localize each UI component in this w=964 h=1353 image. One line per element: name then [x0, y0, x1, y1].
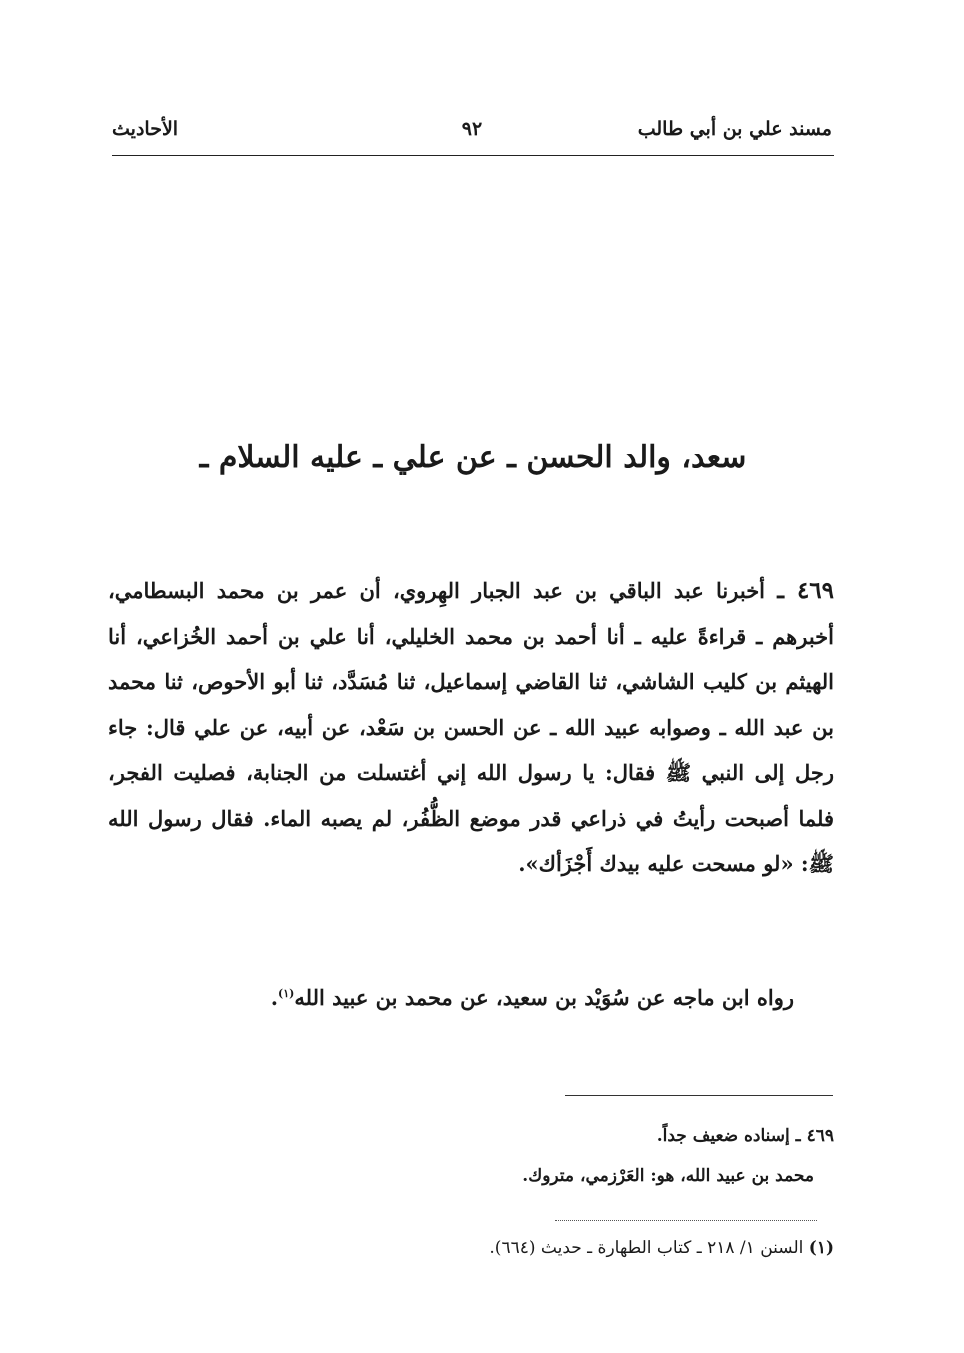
riwaya-text: رواه ابن ماجه عن سُوَيْد بن سعيد، عن محمد بن عبيد الله — [294, 985, 794, 1010]
riwaya-end: . — [270, 985, 279, 1010]
note-narrator: محمد بن عبيد الله، هو: العَرْزمي، متروك. — [522, 1166, 814, 1186]
hadith-number: ٤٦٩ ـ — [777, 577, 835, 604]
header-rule — [112, 155, 834, 156]
footnote-text: السنن ١/ ٢١٨ ـ كتاب الطهارة ـ حديث (٦٦٤). — [489, 1238, 804, 1258]
book-title: مسند علي بن أبي طالب — [637, 118, 832, 140]
section-name: الأحاديث — [112, 118, 179, 140]
note-isnad: ٤٦٩ ـ إسناده ضعيف جداً. — [656, 1126, 834, 1146]
footnote — [489, 1238, 834, 1258]
hadith-paragraph — [108, 568, 834, 887]
notes-separator — [565, 1095, 833, 1096]
riwaya-line — [108, 985, 834, 1010]
hadith-text: أخبرنا عبد الباقي بن عبد الجبار الهِروي، أن عمر بن محمد البسطامي، أخبرهم ـ قراءةً عليه ـ أنا أحمد بن محمد الخليلي، أنا علي بن أحمد الخُزاعي، أنا الهيثم بن كليب الشاشي، ثنا القاضي إسماعيل، ثنا مُسَدَّد، ثنا أبو الأحوص، ثنا محمد بن عبد الله ـ وصوابه عبيد الله ـ عن الحسن بن سَعْد، عن أبيه، عن علي قال: جاء رجل إلى النبي ﷺ فقال: يا رسول الله إني أغتسلت من الجنابة، فصليت الفجر، فلما أصبحت رأيتُ في ذراعي قدر موضع الظُّفُر، لم يصبه الماء. فقال رسول الله ﷺ: «لو مسحت عليه بيدك أَجْزَأك». — [108, 578, 834, 876]
footnote-mark: (١) — [808, 1238, 834, 1258]
page-number: ٩٢ — [461, 118, 483, 140]
section-title: سعد، والد الحسن ـ عن علي ـ عليه السلام ـ — [199, 440, 747, 475]
footnote-reference: (١) — [278, 987, 295, 1000]
footnote-separator — [555, 1220, 817, 1221]
running-header — [112, 118, 832, 148]
